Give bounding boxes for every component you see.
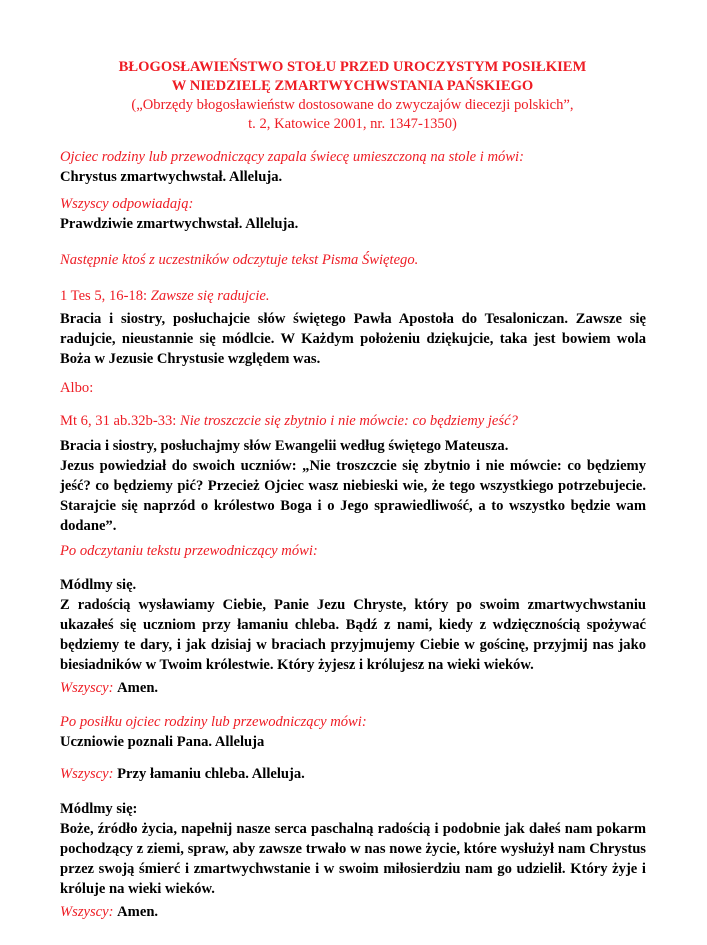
reading-1-heading xyxy=(60,286,646,306)
section-scripture-rubric xyxy=(60,250,646,270)
prayer-2-text: Boże, źródło życia, napełnij nasze serca paschalną radością i podobnie jak dałeś nam pokarm pochodzący z ziemi, spraw, aby zawsze trwało w nas nowe życie, które wysłużył nam Chrystus przez swoją śmierć i zmartwychwstanie i w swoim miłosierdziu nam go udzielił. Który żyje i króluje na wieki wieków. xyxy=(60,821,646,897)
prayer-2-title: Módlmy się: xyxy=(60,801,138,817)
response-text: Prawdziwie zmartwychwstał. Alleluja. xyxy=(60,216,299,232)
response-2-who: Wszyscy: xyxy=(60,766,118,782)
reading-2-title: Nie troszczcie się zbytnio i nie mówcie: co będziemy jeść? xyxy=(180,413,518,429)
after-meal-text: Uczniowie poznali Pana. Alleluja xyxy=(60,734,265,750)
reading-1-ref-line xyxy=(60,286,646,306)
response-1-who: Wszyscy: xyxy=(60,680,118,696)
rubric-candle: Ojciec rodziny lub przewodniczący zapala świecę umieszczoną na stole i mówi: xyxy=(60,149,524,165)
reading-2-heading xyxy=(60,411,646,431)
response-2-text: Przy łamaniu chleba. Alleluja. xyxy=(117,766,305,782)
reading-2-ref: Mt 6, 31 ab.32b-33: xyxy=(60,413,180,429)
response-amen-1 xyxy=(60,678,646,698)
reading-1-title: Zawsze się radujcie. xyxy=(150,288,270,304)
section-response xyxy=(60,194,646,234)
rubric-all-respond: Wszyscy odpowiadają: xyxy=(60,196,194,212)
response-1-text: Amen. xyxy=(117,680,159,696)
reading-2-body xyxy=(60,436,646,536)
prayer-2 xyxy=(60,799,646,899)
title-line-2: W NIEDZIELĘ ZMARTWYCHWSTANIA PAŃSKIEGO xyxy=(171,78,534,94)
section-after-meal xyxy=(60,712,646,752)
response-amen-2 xyxy=(60,902,646,922)
reading-2-ref-line xyxy=(60,411,646,431)
prayer-1 xyxy=(60,575,646,675)
prayer-1-text: Z radością wysławiamy Ciebie, Panie Jezu Chryste, który po swoim zmartwychwstaniu ukazałeś się uczniom przy łamaniu chleba. Bądź z nami, kiedy z wdzięcznością spożywać będziemy te dary, i jak dzisiaj w braciach przyjmujemy Ciebie w gościnę, przyjmij nas jako biesiadników w Twoim królestwie. Który żyjesz i królujesz na wieki wieków. xyxy=(60,597,646,673)
response-3-text: Amen. xyxy=(117,904,159,920)
source-line-1: („Obrzędy błogosławieństw dostosowane do zwyczajów diecezji polskich”, xyxy=(131,97,574,113)
source-line-2: t. 2, Katowice 2001, nr. 1347-1350) xyxy=(248,116,457,132)
reading-2-intro: Bracia i siostry, posłuchajmy słów Ewangelii według świętego Mateusza. xyxy=(60,438,509,454)
alternative-label: Albo: xyxy=(60,380,94,396)
section-candle xyxy=(60,147,646,187)
title-line-1: BŁOGOSŁAWIEŃSTWO STOŁU PRZED UROCZYSTYM POSIŁKIEM xyxy=(118,59,587,75)
rubric-after-meal: Po posiłku ojciec rodziny lub przewodniczący mówi: xyxy=(60,714,367,730)
acclamation-text: Chrystus zmartwychwstał. Alleluja. xyxy=(60,169,283,185)
rubric-after-reading: Po odczytaniu tekstu przewodniczący mówi: xyxy=(60,543,318,559)
reading-1-ref: 1 Tes 5, 16-18: xyxy=(60,288,151,304)
reading-1-text: Bracia i siostry, posłuchajcie słów świętego Pawła Apostoła do Tesaloniczan. Zawsze się radujcie, nieustannie się módlcie. W Każdym położeniu dziękujcie, taka jest bowiem wola Boża w Jezusie Chrystusie względem was. xyxy=(60,311,646,367)
response-breaking-bread xyxy=(60,764,646,784)
reading-2-text: Jezus powiedział do swoich uczniów: „Nie troszczcie się zbytnio i nie mówcie: co będziemy jeść? co będziemy pić? Przecież Ojciec wasz niebieski wie, że tego wszystkiego potrzebujecie. Starajcie się naprzód o królestwo Boga i o Jego sprawiedliwość, a to wszystko będzie wam dodane”. xyxy=(60,458,646,534)
rubric-scripture: Następnie ktoś z uczestników odczytuje tekst Pisma Świętego. xyxy=(60,252,419,268)
response-3-who: Wszyscy: xyxy=(60,904,118,920)
prayer-1-title: Módlmy się. xyxy=(60,577,137,593)
document-header xyxy=(60,58,645,134)
